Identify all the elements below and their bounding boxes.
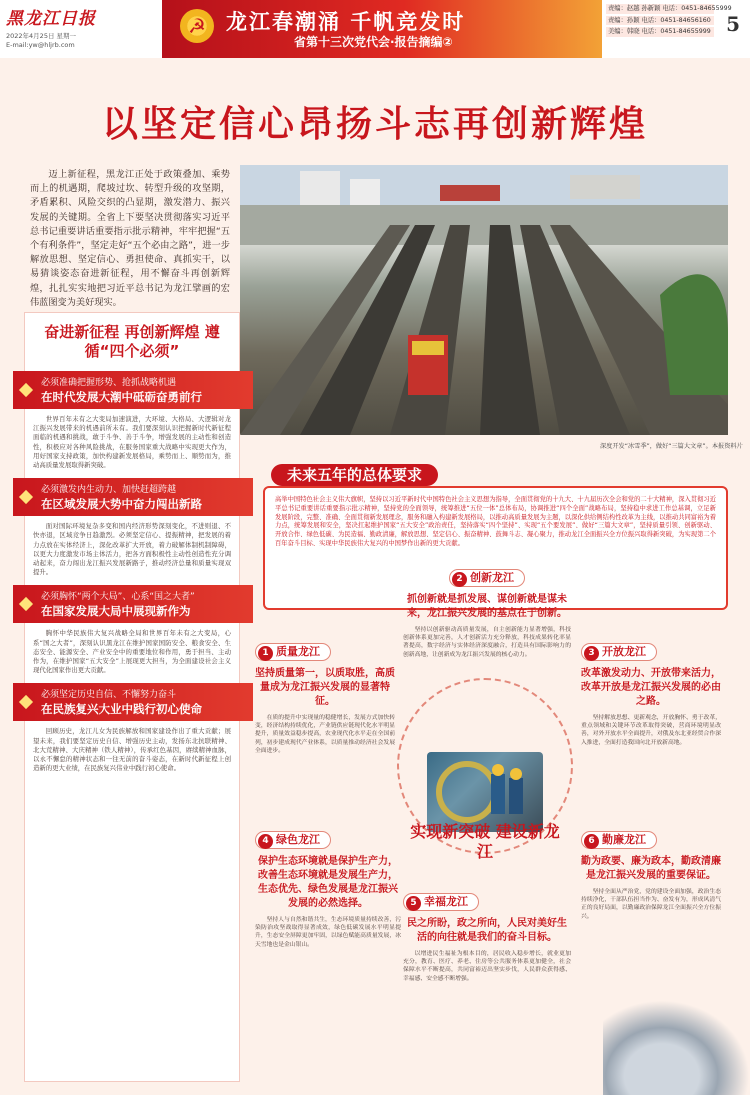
pillar-lead: 勤为政要、廉为政本，勤政清廉是龙江振兴发展的重要保证。 xyxy=(581,856,721,881)
pillar-lead: 民之所盼，政之所向，人民对美好生活的向往就是我们的奋斗目标。 xyxy=(407,918,567,943)
issue-meta xyxy=(6,32,156,50)
pillar-tag xyxy=(581,643,657,661)
issue-email: E-mail:yw@hljrb.com xyxy=(6,41,75,49)
factory-image xyxy=(427,752,543,832)
party-emblem-icon: ☭ xyxy=(180,9,214,43)
section-header xyxy=(13,585,253,623)
pillar-green xyxy=(255,828,401,949)
pillar-body: 坚持解放思想、更新观念，开放胸怀、勇于改革，重点领域和关键环节改革取得突破，营商环境明显改善，对外开放水平全面提升，对俄及东北亚经贸合作深入推进，全面打造我国向北开放新高地。 xyxy=(581,715,721,746)
pillar-tag xyxy=(255,831,331,849)
contact-line: 责编：孙颖 电话：0451-84656160 xyxy=(606,16,714,26)
intro-paragraph: 迈上新征程，黑龙江正处于政策叠加、乘势而上的机遇期，爬坡过坎、转型升级的攻坚期，矛盾累积、风险交织的凸显期，激发潜力、振兴发展的关键期。全省上下要坚决贯彻落实习近平总书记重要讲话重要指示批示精神，牢牢把握“五个有利条件”，坚定走好“五个必由之路”，进一步解放思想、坚定信心、勇担使命、真抓实干，以易猜谈姿态奋进新征程，用不懈奋斗再创新辉煌，扎扎实实地把习近平总书记为龙江擘画的宏伟蓝图变为美好现实。 xyxy=(30,169,230,308)
pillar-innovation xyxy=(403,566,571,659)
pillar-diligence xyxy=(581,828,721,921)
section-header-line2: 在民族复兴大业中践行初心使命 xyxy=(41,702,202,717)
pillar-tag xyxy=(403,893,479,911)
stadium-illustration xyxy=(603,1000,750,1095)
section-header-line2: 在时代发展大潮中砥砺奋勇前行 xyxy=(41,390,202,404)
section-header xyxy=(13,478,253,516)
pillar-name: 绿色龙江 xyxy=(276,833,320,846)
section-body: 世界百年未有之大变局加速演进，大环境、大格局、大逻辑对龙江振兴发展带来的机遇前所未有。我们要深刻认识把握新时代新征程面临的机遇和挑战，敢于斗争、善于斗争，增强发展的主动性和创造性，积极应对各种风险挑战，在服务国家重大战略中实现更大作为，用好国家支持政策，加快构建新发展格局，乘势而上、顺势而为，推动高质量发展取得新突破。 xyxy=(33,415,231,470)
pillar-lead: 抓创新就是抓发展、谋创新就是谋未来，龙江振兴发展的基点在于创新。 xyxy=(407,594,567,619)
pillar-quality xyxy=(255,640,395,755)
section-header-line2: 在区域发展大势中奋力闯出新路 xyxy=(41,497,202,512)
editor-contacts xyxy=(606,4,732,39)
pillar-name: 勤廉龙江 xyxy=(602,833,646,846)
pillar-number: 4 xyxy=(258,834,273,849)
section-banner xyxy=(162,0,602,58)
workers-photo xyxy=(427,752,543,832)
pillar-name: 开放龙江 xyxy=(602,645,646,658)
banner-title: 龙江春潮涌 千帆竞发时 xyxy=(226,10,466,34)
pillar-lead: 保护生态环境就是保护生产力，改善生态环境就是发展生产力，生态优先、绿色发展是龙江振兴发展的必然选择。 xyxy=(258,856,398,909)
section-body: 面对国际环境复杂多变和国内经济形势深刻变化，不进则退、不快亦退，区域竞争日趋激烈。必须坚定信心、提振精神，把发展的着力点放在实体经济上，深化改革扩大开放，着力破解体制机制障碍，以更大力度激发市场主体活力，把各方面积极性主动性创造性充分调动起来，奋力闯出龙江振兴发展新路子，推动经济总量和质量实现双提升。 xyxy=(33,522,231,577)
pillar-tag xyxy=(581,831,657,849)
railway-yard-image xyxy=(240,165,728,435)
pillar-number: 6 xyxy=(584,834,599,849)
page-headline: 以坚定信心昂扬斗志再创新辉煌 xyxy=(101,103,648,145)
center-title: 实现新突破 建设新龙江 xyxy=(410,822,560,861)
pillar-opening xyxy=(581,640,721,747)
section-header-line1: 必须坚定历史自信、不懈努力奋斗 xyxy=(41,690,177,701)
column-title: 奋进新征程 再创新辉煌 遵循“四个必须” xyxy=(44,323,220,360)
pillar-tag xyxy=(449,569,525,587)
pillar-body: 在质的提升中实现量的稳健增长，发展方式加快转变，经济结构持续优化，产业链供应链现代化水平明显提升，质量效益稳步提高，农业现代化水平走在全国前列，初步建成现代产业体系，以质量推动经济社会发展全面进步。 xyxy=(255,715,395,754)
pillar-name: 幸福龙江 xyxy=(424,895,468,908)
pillar-body: 以增进民生福祉为根本目的，居民收入稳步增长，就业更加充分，教育、医疗、养老、住房等公共服务体系更加健全，社会保障水平不断提高，共同富裕迈出坚实步伐，人民群众获得感、幸福感、安全感不断增强。 xyxy=(403,951,571,982)
section-header-line1: 必须胸怀“两个大局”、心系“国之大者” xyxy=(41,592,195,603)
requirements-tag: 未来五年的总体要求 xyxy=(271,464,438,486)
section-header-line1: 必须激发内生动力、加快赶超跨越 xyxy=(41,485,177,496)
pillar-tag xyxy=(255,643,331,661)
requirements-text: 高举中国特色社会主义伟大旗帜，坚持以习近平新时代中国特色社会主义思想为指导，全面贯彻党的十九大、十九届历次全会和党的二十大精神，深入贯彻习近平总书记重要讲话重要指示批示精神，坚持党的全面领导，统筹推进“五位一体”总体布局，协调推进“四个全面”战略布局，坚持稳中求进工作总基调，立足新发展阶段，完整、准确、全面贯彻新发展理念，服务和融入构建新发展格局，以推动高质量发展为主题，以深化供给侧结构性改革为主线，以推动共同富裕为着力点，统筹发展和安全，坚决扛起维护国家“五大安全”政治责任，坚持落实“四个坚持”、实现“五个要发展”、做好“三篇大文章”，坚持质量引领、创新驱动、开放合作、绿色低碳、为民造福、勤政清廉，解放思想、坚定信心、振奋精神、鼓舞斗志、凝心聚力，推动龙江全面振兴全方位振兴取得新突破，为实现第二个百年奋斗目标、实现中华民族伟大复兴的中国梦作出新的更大贡献。 xyxy=(275,496,716,547)
banner-subtitle: 省第十三次党代会·报告摘编② xyxy=(294,35,453,49)
section-header-line2: 在国家发展大局中展现新作为 xyxy=(41,604,191,619)
pillar-number: 1 xyxy=(258,646,273,661)
pillar-name: 创新龙江 xyxy=(470,571,514,584)
pillar-body: 坚持全面从严治党，党的建设全面加强，政治生态持续净化，干部队伍担当作为、奋发有为，形成风清气正的良好局面，以勤廉政治保障龙江全面振兴全方位振兴。 xyxy=(581,889,721,920)
page-number: 5 xyxy=(726,12,740,36)
pillar-lead: 坚持质量第一，以质取胜，高质量成为龙江振兴发展的显著特征。 xyxy=(255,668,395,707)
section-header-line1: 必须准确把握形势、抢抓战略机遇 xyxy=(41,378,177,388)
pillar-body: 坚持以创新驱动高质量发展，自主创新能力显著增强，科技创新体系更加完善，人才创新活力充分释放，科技成果转化率显著提高，数字经济与实体经济深度融合，打造具有国际影响力的创新高地，让创新成为龙江振兴发展的核心动力。 xyxy=(403,627,571,658)
section-body: 胸怀中华民族伟大复兴战略全局和世界百年未有之大变局，心系“国之大者”，深刻认识黑龙江在维护国家国防安全、粮食安全、生态安全、能源安全、产业安全中的重要地位和作用，勇于担当、主动作为，在维护国家“五大安全”上展现更大担当，为全面建设社会主义现代化国家作出更大贡献。 xyxy=(33,629,231,675)
contact-line: 美编：韩晓 电话：0451-84655999 xyxy=(606,27,714,37)
pillar-name: 质量龙江 xyxy=(276,645,320,658)
issue-date: 2022年4月25日 星期一 xyxy=(6,32,77,40)
pillar-number: 5 xyxy=(406,896,421,911)
photo-caption: 深度开发“冰雪季”，做好“三篇大文章”。本报资料片 xyxy=(600,443,743,450)
pillar-body: 坚持人与自然和谐共生，生态环境质量持续改善，污染防治攻坚战取得显著成效，绿色低碳发展水平明显提升，生态安全屏障更加牢固，以绿色赋能高质量发展，冰天雪地也是金山银山。 xyxy=(255,917,401,948)
pillar-number: 2 xyxy=(452,572,467,587)
section-header xyxy=(13,371,253,409)
railway-photo xyxy=(240,165,728,435)
section-header xyxy=(13,683,253,721)
masthead xyxy=(0,0,750,58)
masthead-left xyxy=(6,4,156,50)
newspaper-logo: 黑龙江日报 xyxy=(6,9,96,29)
section-body: 回顾历史，龙江儿女为民族解放和国家建设作出了重大贡献；展望未来，我们要坚定历史自信、增强历史主动，发扬东北抗联精神、北大荒精神、大庆精神（铁人精神），传承红色基因，赓续精神血脉，以永不懈怠的精神状态和一往无前的奋斗姿态，在新时代新征程上创造新的更大业绩，在民族复兴伟业中践行初心使命。 xyxy=(33,727,231,773)
contact-line: 责编：赵越 孙新颖 电话：0451-84655999 xyxy=(608,5,732,12)
pillar-happiness xyxy=(403,890,571,983)
pillar-lead: 改革激发动力、开放带来活力，改革开放是龙江振兴发展的必由之路。 xyxy=(581,668,721,707)
four-musts-column xyxy=(24,312,240,1082)
pillar-number: 3 xyxy=(584,646,599,661)
